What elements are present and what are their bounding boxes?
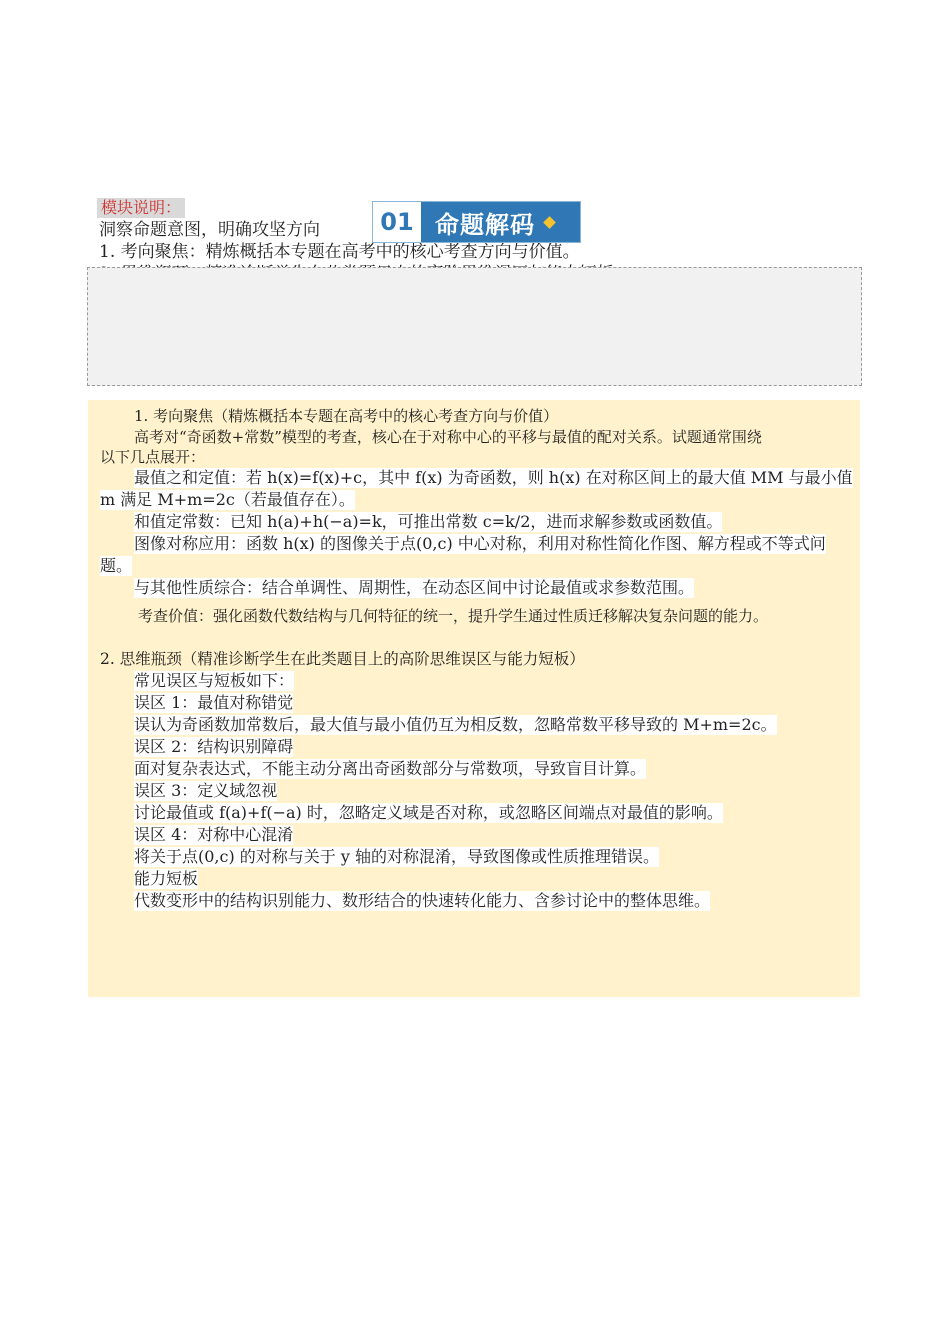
error-1-title: 误区 1：最值对称错觉 — [134, 693, 294, 712]
badge-title-wrap — [421, 202, 580, 242]
point-2: 和值定常数：已知 h(a)+h(−a)=k，可推出常数 c=k/2，进而求解参数或函数值。 — [134, 512, 723, 531]
ability-text: 代数变形中的结构识别能力、数形结合的快速转化能力、含参讨论中的整体思维。 — [134, 891, 711, 910]
point-1a: 最值之和定值：若 h(x)=f(x)+c，其中 f(x) 为奇函数，则 h(x) 在对称区间上的最大值 MM 与最小值 — [134, 468, 853, 487]
section2-intro: 常见误区与短板如下： — [134, 671, 295, 690]
error-2-text: 面对复杂表达式，不能主动分离出奇函数部分与常数项，导致盲目计算。 — [134, 759, 647, 778]
module-tag: 模块说明： — [97, 198, 185, 218]
error-3-text: 讨论最值或 f(a)+f(−a) 时，忽略定义域是否对称，或忽略区间端点对最值的影响。 — [134, 803, 723, 822]
diamond-icon — [543, 216, 556, 229]
point-3b: 题。 — [100, 556, 133, 575]
badge-title: 命题解码 — [435, 210, 535, 239]
error-2-title: 误区 2：结构识别障碍 — [134, 737, 294, 756]
intro-line: 洞察命题意图，明确攻坚方向 — [99, 220, 320, 240]
dashed-note-box — [87, 267, 862, 386]
point-4: 与其他性质综合：结合单调性、周期性，在动态区间中讨论最值或求参数范围。 — [134, 578, 695, 597]
point-3a: 图像对称应用：函数 h(x) 的图像关于点(0,c) 中心对称，利用对称性简化作图、解方程或不等式问 — [134, 534, 826, 553]
point-1b: m 满足 M+m=2c（若最值存在）。 — [100, 490, 355, 509]
section1-intro-a: 高考对“奇函数+常数”模型的考查，核心在于对称中心的平移与最值的配对关系。试题通常围绕 — [134, 428, 762, 446]
error-3-title: 误区 3：定义域忽视 — [134, 781, 278, 800]
section1-intro-b: 以下几点展开： — [100, 448, 206, 466]
badge-number: 01 — [373, 202, 421, 242]
ability-title: 能力短板 — [134, 869, 199, 888]
section-badge — [372, 201, 581, 243]
section2-title: 2. 思维瓶颈（精准诊断学生在此类题目上的高阶思维误区与能力短板） — [100, 650, 585, 668]
exam-value: 考查价值：强化函数代数结构与几何特征的统一，提升学生通过性质迁移解决复杂问题的能力。 — [138, 607, 769, 625]
content-panel — [88, 400, 860, 997]
section1-title: 1. 考向聚焦（精炼概括本专题在高考中的核心考查方向与价值） — [134, 407, 559, 425]
error-4-text: 将关于点(0,c) 的对称与关于 y 轴的对称混淆，导致图像或性质推理错误。 — [134, 847, 660, 866]
error-4-title: 误区 4：对称中心混淆 — [134, 825, 294, 844]
error-1-text: 误认为奇函数加常数后，最大值与最小值仍互为相反数，忽略常数平移导致的 M+m=2c。 — [134, 715, 777, 734]
intro-item-1: 1. 考向聚焦：精炼概括本专题在高考中的核心考查方向与价值。 — [99, 242, 580, 262]
